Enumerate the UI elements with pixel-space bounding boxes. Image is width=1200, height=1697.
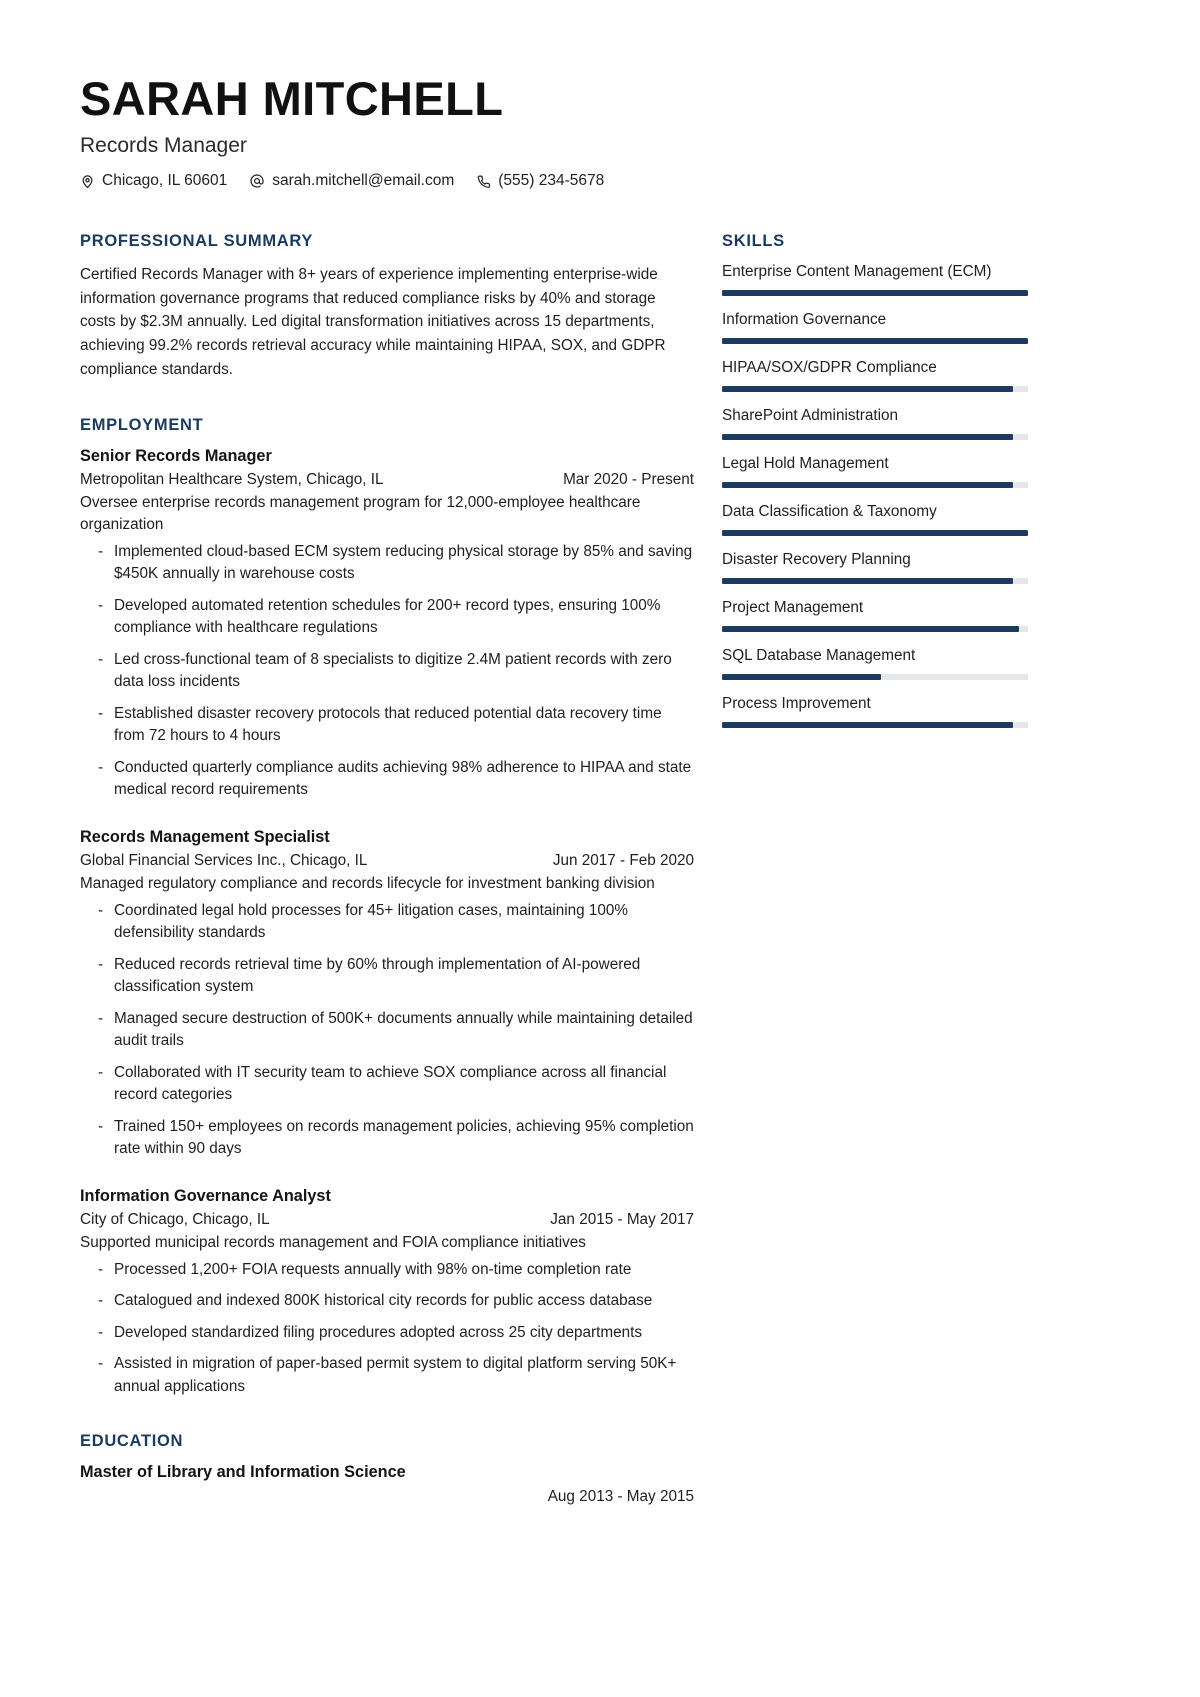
job-bullets bbox=[80, 1259, 694, 1398]
skill-bar-track bbox=[722, 386, 1028, 392]
job-title: Records Management Specialist bbox=[80, 827, 330, 846]
job-bullet: - Established disaster recovery protocols that reduced potential data recovery time from 72 hours to 4 hours bbox=[80, 703, 694, 748]
job-meta bbox=[80, 1211, 694, 1229]
job-bullet: - Implemented cloud-based ECM system reducing physical storage by 85% and saving $450K annually in warehouse costs bbox=[80, 541, 694, 586]
job-bullet: - Reduced records retrieval time by 60% through implementation of AI-powered classification system bbox=[80, 954, 694, 999]
contact-email-text: sarah.mitchell@email.com bbox=[272, 172, 455, 190]
skill-bar-track bbox=[722, 722, 1028, 728]
job-bullet: - Conducted quarterly compliance audits achieving 98% adherence to HIPAA and state medical record requirements bbox=[80, 757, 694, 802]
skill-name: Enterprise Content Management (ECM) bbox=[722, 263, 992, 281]
job-dates: Mar 2020 - Present bbox=[563, 470, 694, 488]
skill-bar-track bbox=[722, 482, 1028, 488]
job-description: Oversee enterprise records management program for 12,000-employee healthcare organization bbox=[80, 493, 641, 533]
phone-icon bbox=[476, 174, 491, 189]
education-heading: EDUCATION bbox=[80, 1432, 184, 1451]
skills-heading: SKILLS bbox=[722, 232, 785, 251]
education-degree: Master of Library and Information Science bbox=[80, 1463, 406, 1482]
job-description: Managed regulatory compliance and records lifecycle for investment banking division bbox=[80, 874, 655, 892]
skills-column bbox=[722, 232, 1028, 762]
skill-bar-fill bbox=[722, 674, 881, 680]
skill-item bbox=[722, 503, 1028, 536]
section-education bbox=[80, 1432, 694, 1506]
job-bullets bbox=[80, 900, 694, 1161]
job-bullet: - Catalogued and indexed 800K historical city records for public access database bbox=[80, 1290, 694, 1312]
skill-item bbox=[722, 695, 1028, 728]
section-skills bbox=[722, 232, 1028, 728]
education-entry bbox=[80, 1463, 694, 1506]
summary-text: Certified Records Manager with 8+ years of experience implementing enterprise-wide information governance programs that reduced compliance risks by 40% and storage costs by $2.3M annually. Led digital transformation initiatives across 15 departments, achieving 99.2% records retrieval accuracy while maintaining HIPAA, SOX, and GDPR compliance standards. bbox=[80, 266, 666, 378]
contact-phone bbox=[476, 172, 604, 190]
section-employment bbox=[80, 416, 694, 1399]
skill-bar-track bbox=[722, 674, 1028, 680]
skill-item bbox=[722, 263, 1028, 296]
skill-bar-fill bbox=[722, 578, 1013, 584]
skill-name: Project Management bbox=[722, 599, 864, 617]
contact-location-text: Chicago, IL 60601 bbox=[102, 172, 228, 190]
job-company: Global Financial Services Inc., Chicago, IL bbox=[80, 851, 368, 869]
skill-name: Disaster Recovery Planning bbox=[722, 551, 911, 569]
candidate-name: SARAH MITCHELL bbox=[80, 72, 504, 125]
skill-bar-fill bbox=[722, 338, 1028, 344]
skill-name: Legal Hold Management bbox=[722, 455, 889, 473]
job-title: Information Governance Analyst bbox=[80, 1186, 331, 1205]
contact-location bbox=[80, 172, 227, 190]
skill-bar-fill bbox=[722, 434, 1013, 440]
skill-name: SQL Database Management bbox=[722, 647, 916, 665]
resume-body bbox=[80, 232, 1120, 1540]
job-dates: Jan 2015 - May 2017 bbox=[550, 1210, 694, 1228]
employment-entry bbox=[80, 1187, 694, 1399]
skill-item bbox=[722, 311, 1028, 344]
job-bullet: - Collaborated with IT security team to achieve SOX compliance across all financial record categories bbox=[80, 1062, 694, 1107]
job-bullets bbox=[80, 541, 694, 802]
skill-name: HIPAA/SOX/GDPR Compliance bbox=[722, 359, 937, 377]
skill-item bbox=[722, 359, 1028, 392]
skill-bar-fill bbox=[722, 530, 1028, 536]
resume-header bbox=[80, 72, 1120, 190]
employment-entry bbox=[80, 447, 694, 802]
skill-item bbox=[722, 647, 1028, 680]
employment-entry bbox=[80, 828, 694, 1161]
skill-bar-track bbox=[722, 290, 1028, 296]
job-meta bbox=[80, 852, 694, 870]
location-pin-icon bbox=[80, 174, 95, 189]
skill-name: Information Governance bbox=[722, 311, 887, 329]
skill-bar-fill bbox=[722, 482, 1013, 488]
skill-bar-track bbox=[722, 578, 1028, 584]
job-company: Metropolitan Healthcare System, Chicago, IL bbox=[80, 470, 384, 488]
job-bullet: - Assisted in migration of paper-based permit system to digital platform serving 50K+ annual applications bbox=[80, 1353, 694, 1398]
skill-item bbox=[722, 551, 1028, 584]
skill-bar-fill bbox=[722, 290, 1028, 296]
candidate-job-title: Records Manager bbox=[80, 134, 247, 158]
skill-name: SharePoint Administration bbox=[722, 407, 899, 425]
skill-bar-fill bbox=[722, 386, 1013, 392]
main-column bbox=[80, 232, 694, 1540]
contact-email bbox=[249, 172, 454, 190]
job-bullet: - Led cross-functional team of 8 specialists to digitize 2.4M patient records with zero data loss incidents bbox=[80, 649, 694, 694]
job-bullet: - Coordinated legal hold processes for 45+ litigation cases, maintaining 100% defensibility standards bbox=[80, 900, 694, 945]
employment-heading: EMPLOYMENT bbox=[80, 415, 204, 434]
job-bullet: - Developed standardized filing procedures adopted across 25 city departments bbox=[80, 1322, 694, 1344]
skill-bar-fill bbox=[722, 722, 1013, 728]
skill-name: Process Improvement bbox=[722, 695, 871, 713]
section-professional-summary bbox=[80, 232, 694, 382]
skill-item bbox=[722, 407, 1028, 440]
job-meta bbox=[80, 471, 694, 489]
education-dates: Aug 2013 - May 2015 bbox=[547, 1488, 694, 1506]
job-dates: Jun 2017 - Feb 2020 bbox=[552, 851, 694, 869]
skill-bar-track bbox=[722, 626, 1028, 632]
job-bullet: - Trained 150+ employees on records management policies, achieving 95% completion rate within 90 days bbox=[80, 1116, 694, 1161]
skill-item bbox=[722, 599, 1028, 632]
skill-bar-track bbox=[722, 530, 1028, 536]
skill-bar-fill bbox=[722, 626, 1019, 632]
job-company: City of Chicago, Chicago, IL bbox=[80, 1210, 270, 1228]
skill-bar-track bbox=[722, 434, 1028, 440]
skill-bar-track bbox=[722, 338, 1028, 344]
job-bullet: - Managed secure destruction of 500K+ documents annually while maintaining detailed audit trails bbox=[80, 1008, 694, 1053]
summary-heading: PROFESSIONAL SUMMARY bbox=[80, 232, 314, 251]
job-bullet: - Processed 1,200+ FOIA requests annually with 98% on-time completion rate bbox=[80, 1259, 694, 1281]
contact-row bbox=[80, 172, 1120, 190]
job-description: Supported municipal records management and FOIA compliance initiatives bbox=[80, 1233, 586, 1251]
at-sign-icon bbox=[249, 173, 265, 189]
skill-name: Data Classification & Taxonomy bbox=[722, 503, 937, 521]
job-title: Senior Records Manager bbox=[80, 446, 272, 465]
job-bullet: - Developed automated retention schedules for 200+ record types, ensuring 100% compliance with healthcare regulations bbox=[80, 595, 694, 640]
skill-item bbox=[722, 455, 1028, 488]
contact-phone-text: (555) 234-5678 bbox=[498, 172, 605, 190]
education-meta bbox=[80, 1488, 694, 1506]
